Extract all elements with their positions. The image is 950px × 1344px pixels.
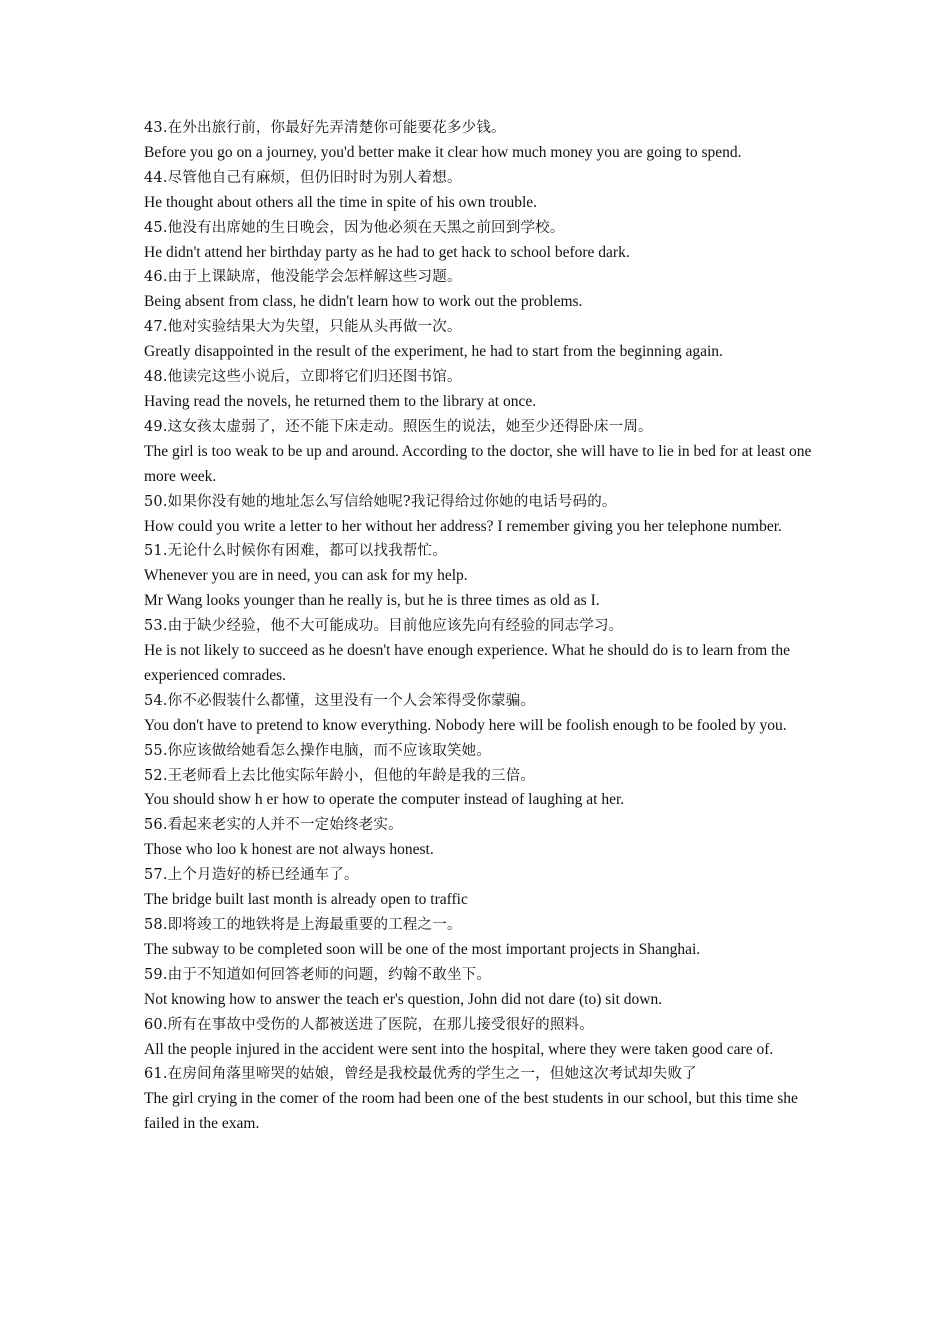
english-translation: He didn't attend her birthday party as he had to get hack to school before dark. — [144, 243, 630, 261]
english-translation: All the people injured in the accident were sent into the hospital, where they were taken good care of. — [144, 1040, 774, 1058]
english-translation: The bridge built last month is already open to traffic — [144, 891, 468, 909]
english-translation: He thought about others all the time in spite of his own trouble. — [144, 193, 538, 211]
english-translation: He is not likely to succeed as he doesn't have enough experience. What he should do is to learn from the experienced comrades. — [144, 642, 790, 684]
chinese-sentence: 56.看起来老实的人并不一定始终老实。 — [144, 817, 403, 834]
chinese-sentence: 57.上个月造好的桥已经通车了。 — [144, 867, 359, 884]
chinese-sentence: 52.王老师看上去比他实际年龄小，但他的年龄是我的三倍。 — [144, 767, 536, 784]
document-body — [144, 116, 812, 1137]
chinese-sentence: 48.他读完这些小说后，立即将它们归还图书馆。 — [144, 369, 462, 386]
chinese-sentence: 49.这女孩太虚弱了，还不能下床走动。照医生的说法，她至少还得卧床一周。 — [144, 418, 653, 435]
english-translation: Before you go on a journey, you'd better make it clear how much money you are going to spend. — [144, 143, 742, 161]
chinese-sentence: 58.即将竣工的地铁将是上海最重要的工程之一。 — [144, 917, 462, 933]
chinese-sentence: 54.你不必假装什么都懂，这里没有一个人会笨得受你蒙骗。 — [144, 692, 536, 709]
chinese-sentence: 51.无论什么时候你有困难，都可以找我帮忙。 — [144, 543, 447, 560]
chinese-sentence: 45.他没有出席她的生日晚会，因为他必须在天黑之前回到学校。 — [144, 219, 565, 236]
chinese-sentence: 59.由于不知道如何回答老师的问题，约翰不敢坐下。 — [144, 966, 492, 983]
english-translation: The girl is too weak to be up and around. According to the doctor, she will have to lie in bed for at least one more week. — [144, 442, 812, 485]
english-translation: Being absent from class, he didn't learn how to work out the problems. — [144, 293, 583, 311]
chinese-sentence: 53.由于缺少经验，他不大可能成功。目前他应该先向有经验的同志学习。 — [144, 618, 624, 635]
english-translation: The girl crying in the comer of the room had been one of the best students in our school, but this time she failed in the exam. — [144, 1090, 798, 1133]
english-translation: You should show h er how to operate the computer instead of laughing at her. — [144, 791, 625, 809]
english-translation: Greatly disappointed in the result of the experiment, he had to start from the beginning again. — [144, 343, 723, 361]
chinese-sentence: 46.由于上课缺席，他没能学会怎样解这些习题。 — [144, 269, 462, 286]
chinese-sentence: 43.在外出旅行前，你最好先弄清楚你可能要花多少钱。 — [144, 120, 506, 136]
english-translation: Whenever you are in need, you can ask for my help. — [144, 567, 468, 585]
english-translation: The subway to be completed soon will be one of the most important projects in Shanghai. — [144, 940, 701, 958]
chinese-sentence: 60.所有在事故中受伤的人都被送进了医院，在那儿接受很好的照料。 — [144, 1016, 594, 1033]
english-translation: You don't have to pretend to know everything. Nobody here will be foolish enough to be fooled by you. — [144, 716, 787, 734]
english-translation: Mr Wang looks younger than he really is, but he is three times as old as I. — [144, 592, 600, 610]
english-translation: How could you write a letter to her without her address? I remember giving you her telephone number. — [144, 517, 782, 535]
chinese-sentence: 47.他对实验结果大为失望，只能从头再做一次。 — [144, 319, 462, 336]
chinese-sentence: 44.尽管他自己有麻烦，但仍旧时时为别人着想。 — [144, 169, 462, 186]
chinese-sentence: 61.在房间角落里啼哭的姑娘，曾经是我校最优秀的学生之一，但她这次考试却失败了 — [144, 1066, 697, 1083]
english-translation: Having read the novels, he returned them to the library at once. — [144, 392, 537, 410]
chinese-sentence: 55.你应该做给她看怎么操作电脑，而不应该取笑她。 — [144, 742, 492, 759]
english-translation: Those who loo k honest are not always honest. — [144, 841, 434, 859]
chinese-sentence: 50.如果你没有她的地址怎么写信给她呢?我记得给过你她的电话号码的。 — [144, 493, 617, 510]
english-translation: Not knowing how to answer the teach er's question, John did not dare (to) sit down. — [144, 990, 663, 1008]
